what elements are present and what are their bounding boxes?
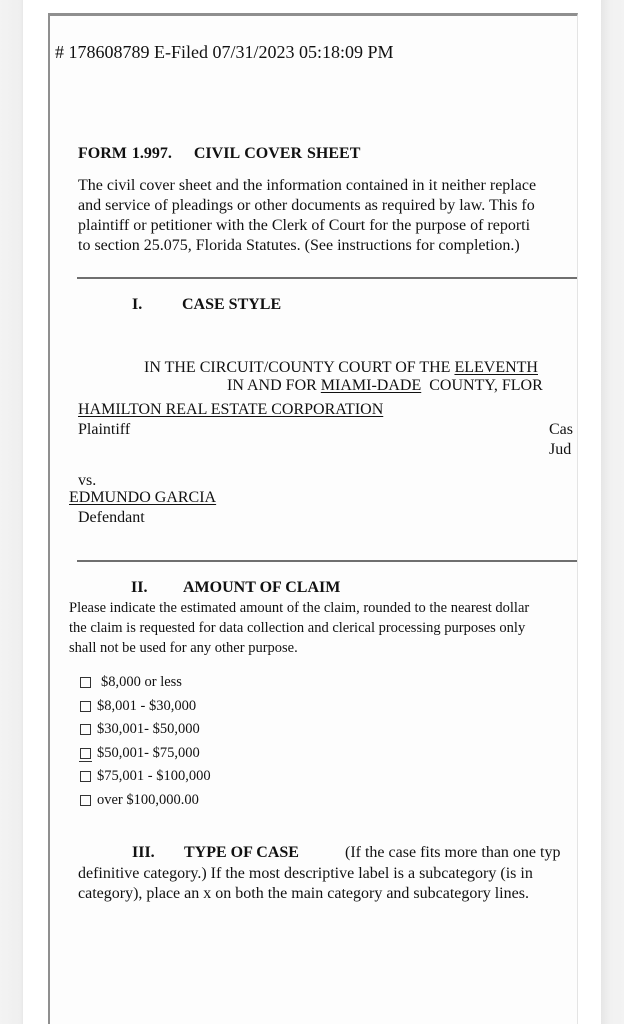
versus-label: vs. bbox=[78, 472, 97, 489]
plaintiff-name bbox=[78, 401, 383, 419]
court-line-1 bbox=[144, 359, 538, 377]
claim-amount-options bbox=[80, 671, 211, 812]
intro-line: and service of pleadings or other documents as required by law. This fo bbox=[78, 197, 535, 214]
option-label: $8,000 or less bbox=[101, 674, 182, 691]
checkbox[interactable] bbox=[80, 771, 91, 782]
plaintiff-name-value: HAMILTON REAL ESTATE CORPORATION bbox=[78, 401, 384, 418]
section-title: CASE STYLE bbox=[182, 296, 282, 313]
checkbox[interactable] bbox=[80, 701, 91, 712]
document-page bbox=[48, 13, 578, 1024]
claim-option-75001-100000[interactable] bbox=[80, 765, 211, 789]
option-label: $30,001- $50,000 bbox=[97, 721, 200, 738]
intro-line: plaintiff or petitioner with the Clerk of Court for the purpose of reporti bbox=[78, 217, 531, 234]
claim-instructions bbox=[69, 598, 529, 658]
claim-option-8000-or-less[interactable] bbox=[80, 671, 211, 695]
section-divider bbox=[77, 277, 578, 279]
section-title: TYPE OF CASE bbox=[184, 844, 299, 861]
court-line-text: COUNTY, FLOR bbox=[421, 377, 543, 394]
form-title bbox=[78, 145, 360, 163]
option-label: $75,001 - $100,000 bbox=[97, 768, 211, 785]
section-heading-case-style bbox=[132, 296, 281, 314]
option-label: $8,001 - $30,000 bbox=[97, 697, 197, 714]
intro-line: The civil cover sheet and the information contained in it neither replace bbox=[78, 177, 537, 194]
section-heading-amount-of-claim bbox=[131, 579, 340, 597]
case-number-label: Cas bbox=[549, 421, 573, 438]
instruction-line: shall not be used for any other purpose. bbox=[69, 640, 298, 656]
court-county-value: MIAMI-DADE bbox=[320, 377, 422, 394]
instruction-line: Please indicate the estimated amount of the claim, rounded to the nearest dollar bbox=[69, 600, 530, 616]
option-label: $50,001- $75,000 bbox=[97, 744, 200, 761]
checkbox[interactable] bbox=[80, 677, 91, 688]
defendant-name-value: EDMUNDO GARCIA bbox=[69, 489, 217, 506]
judge-label: Jud bbox=[549, 441, 572, 458]
court-circuit-value: ELEVENTH bbox=[454, 359, 538, 376]
instruction-line: definitive category.) If the most descriptive label is a subcategory (is in bbox=[78, 865, 533, 882]
section-title: AMOUNT OF CLAIM bbox=[183, 579, 341, 596]
intro-line: to section 25.075, Florida Statutes. (See instructions for completion.) bbox=[78, 237, 520, 254]
section-heading-type-of-case bbox=[132, 844, 560, 862]
claim-option-50001-75000[interactable] bbox=[80, 742, 211, 766]
claim-option-over-100000[interactable] bbox=[80, 789, 211, 813]
intro-paragraph bbox=[78, 176, 536, 256]
court-line-2 bbox=[227, 377, 543, 395]
court-line-text: IN THE CIRCUIT/COUNTY COURT OF THE bbox=[144, 359, 455, 376]
section-numeral: II. bbox=[131, 579, 148, 596]
claim-option-30001-50000[interactable] bbox=[80, 718, 211, 742]
defendant-label: Defendant bbox=[78, 509, 145, 526]
checkbox[interactable] bbox=[80, 795, 91, 806]
defendant-name bbox=[69, 489, 216, 507]
section-numeral: I. bbox=[132, 296, 143, 313]
form-heading: CIVIL COVER SHEET bbox=[193, 145, 361, 162]
checkbox[interactable] bbox=[80, 748, 91, 759]
case-type-instructions bbox=[78, 864, 533, 904]
court-line-text: IN AND FOR bbox=[227, 377, 321, 394]
option-label: over $100,000.00 bbox=[97, 791, 199, 808]
section-note: (If the case fits more than one typ bbox=[345, 844, 561, 861]
instruction-line: the claim is requested for data collection and clerical processing purposes only bbox=[69, 620, 526, 636]
instruction-line: category), place an x on both the main category and subcategory lines. bbox=[78, 885, 529, 902]
efiled-stamp: # 178608789 E-Filed 07/31/2023 05:18:09 PM bbox=[55, 42, 394, 62]
section-numeral: III. bbox=[132, 844, 155, 861]
form-number: FORM 1.997. bbox=[78, 145, 172, 162]
section-divider bbox=[77, 560, 578, 562]
claim-option-8001-30000[interactable] bbox=[80, 695, 211, 719]
checkbox[interactable] bbox=[80, 724, 91, 735]
plaintiff-label: Plaintiff bbox=[78, 421, 131, 438]
